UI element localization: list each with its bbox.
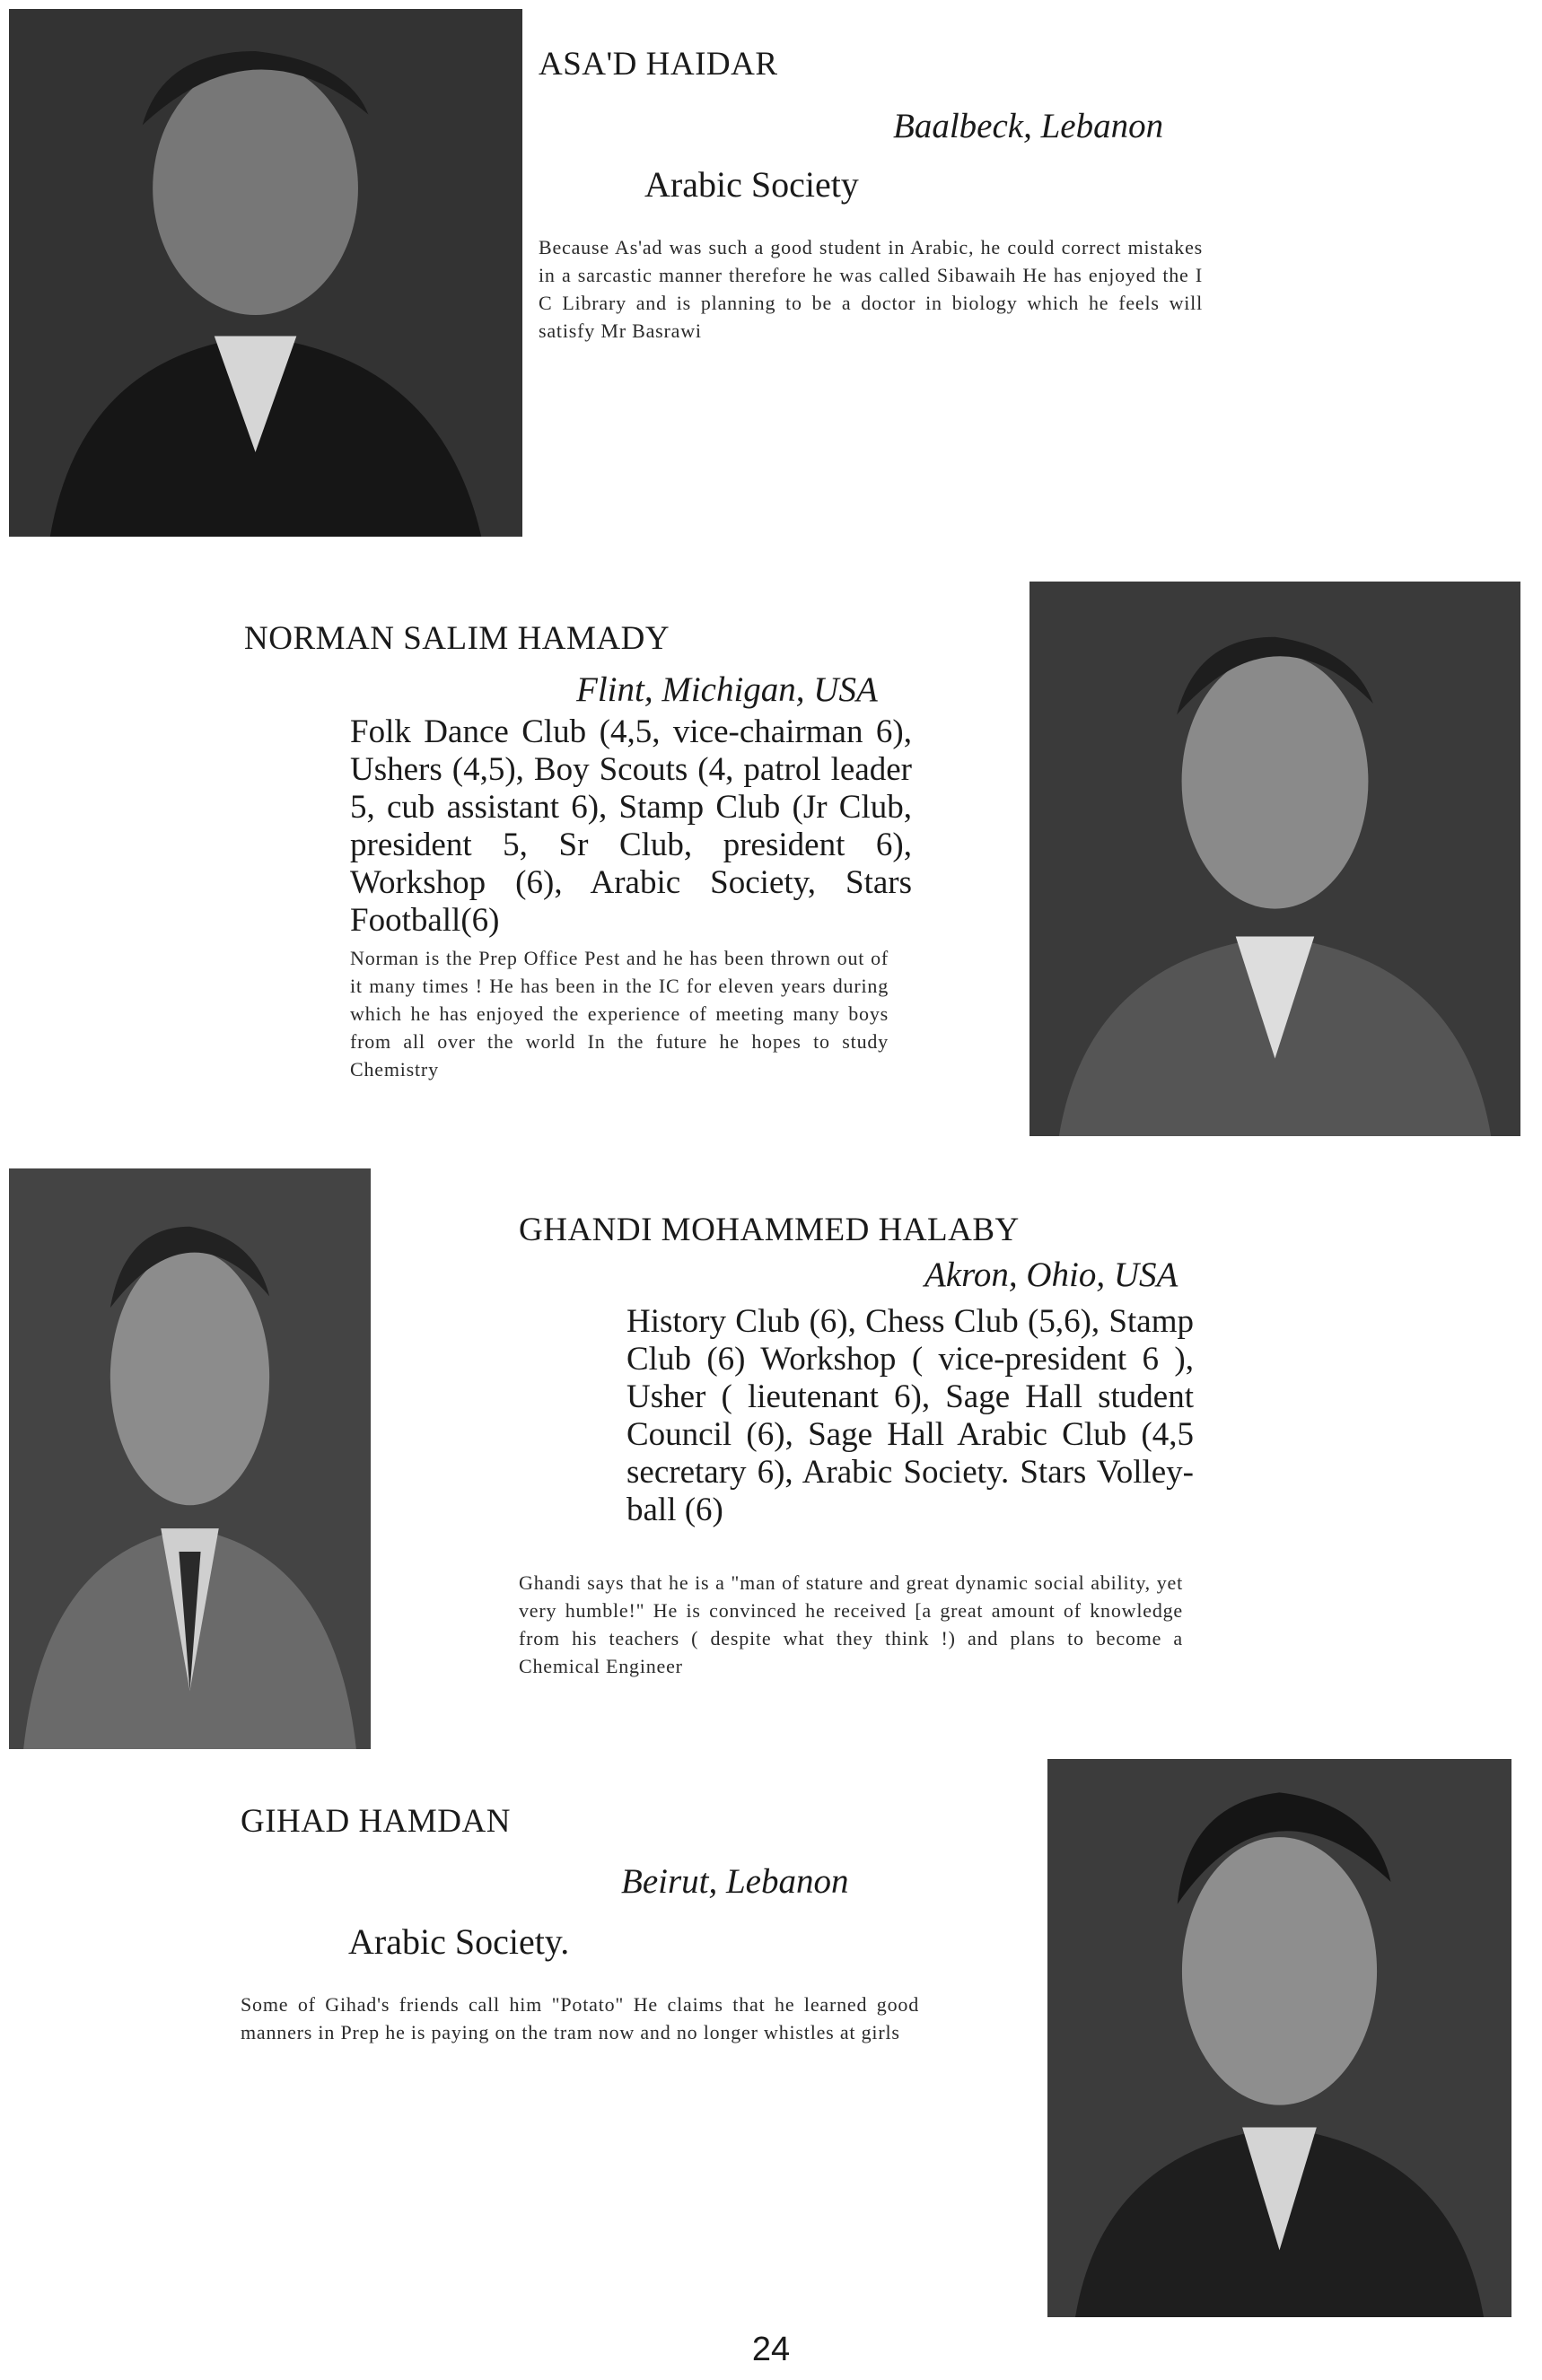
- bio-gihad-hamdan: Some of Gihad's friends call him "Potato" He claims that he learned good manners in Prep he is paying on the tram now and no longer whistles at girls: [241, 1993, 919, 2043]
- hometown-norman-hamady: Flint, Michigan, USA: [576, 670, 878, 709]
- portrait-photo-ghandi-halaby: [9, 1168, 371, 1749]
- student-name-asad-haidar: ASA'D HAIDAR: [539, 46, 778, 83]
- hometown-gihad-hamdan: Beirut, Lebanon: [621, 1862, 849, 1901]
- activities-asad-haidar: Arabic Society: [644, 164, 859, 205]
- portrait-photo-norman-hamady: [1029, 582, 1520, 1136]
- page-number: 24: [751, 2331, 791, 2368]
- bio-norman-hamady: Norman is the Prep Office Pest and he has been thrown out of it many times ! He has been in the IC for eleven years during which he has enjoyed the experience of meeting many boys from all over the world In the future he hopes to study Chemistry: [350, 947, 889, 1081]
- bio-asad-haidar: Because As'ad was such a good student in Arabic, he could correct mistakes in a sarcastic manner therefore he was called Sibawaih He has enjoyed the I C Library and is planning to be a doctor in biology which he feels will satisfy Mr Basrawi: [539, 236, 1203, 342]
- hometown-asad-haidar: Baalbeck, Lebanon: [893, 107, 1164, 145]
- activities-ghandi-halaby: History Club (6), Chess Club (5,6), Stamp Club (6) Workshop ( vice-president 6 ), Usher ( lieutenant 6), Sage Hall student Council (6), Sage Hall Arabic Club (4,5 secretary 6), Arabic Society. Stars Volley-ball (6): [626, 1303, 1194, 1528]
- bio-ghandi-halaby: Ghandi says that he is a "man of stature and great dynamic social ability, yet very humble!" He is convinced he received [a great amount of knowledge from his teachers ( despite what they think !) and plans to become a Chemical Engineer: [519, 1571, 1183, 1677]
- student-name-norman-hamady: NORMAN SALIM HAMADY: [244, 620, 670, 657]
- portrait-photo-asad-haidar: [9, 9, 522, 537]
- student-name-ghandi-halaby: GHANDI MOHAMMED HALABY: [519, 1212, 1020, 1248]
- activities-gihad-hamdan: Arabic Society.: [348, 1921, 570, 1962]
- hometown-ghandi-halaby: Akron, Ohio, USA: [924, 1256, 1178, 1294]
- student-name-gihad-hamdan: GIHAD HAMDAN: [241, 1803, 511, 1840]
- activities-norman-hamady: Folk Dance Club (4,5, vice-chairman 6), Ushers (4,5), Boy Scouts (4, patrol leader 5, cub assistant 6), Stamp Club (Jr Club, president 5, Sr Club, president 6), Workshop (6), Arabic Society, Stars Football(6): [350, 713, 912, 939]
- portrait-photo-gihad-hamdan: [1047, 1759, 1511, 2317]
